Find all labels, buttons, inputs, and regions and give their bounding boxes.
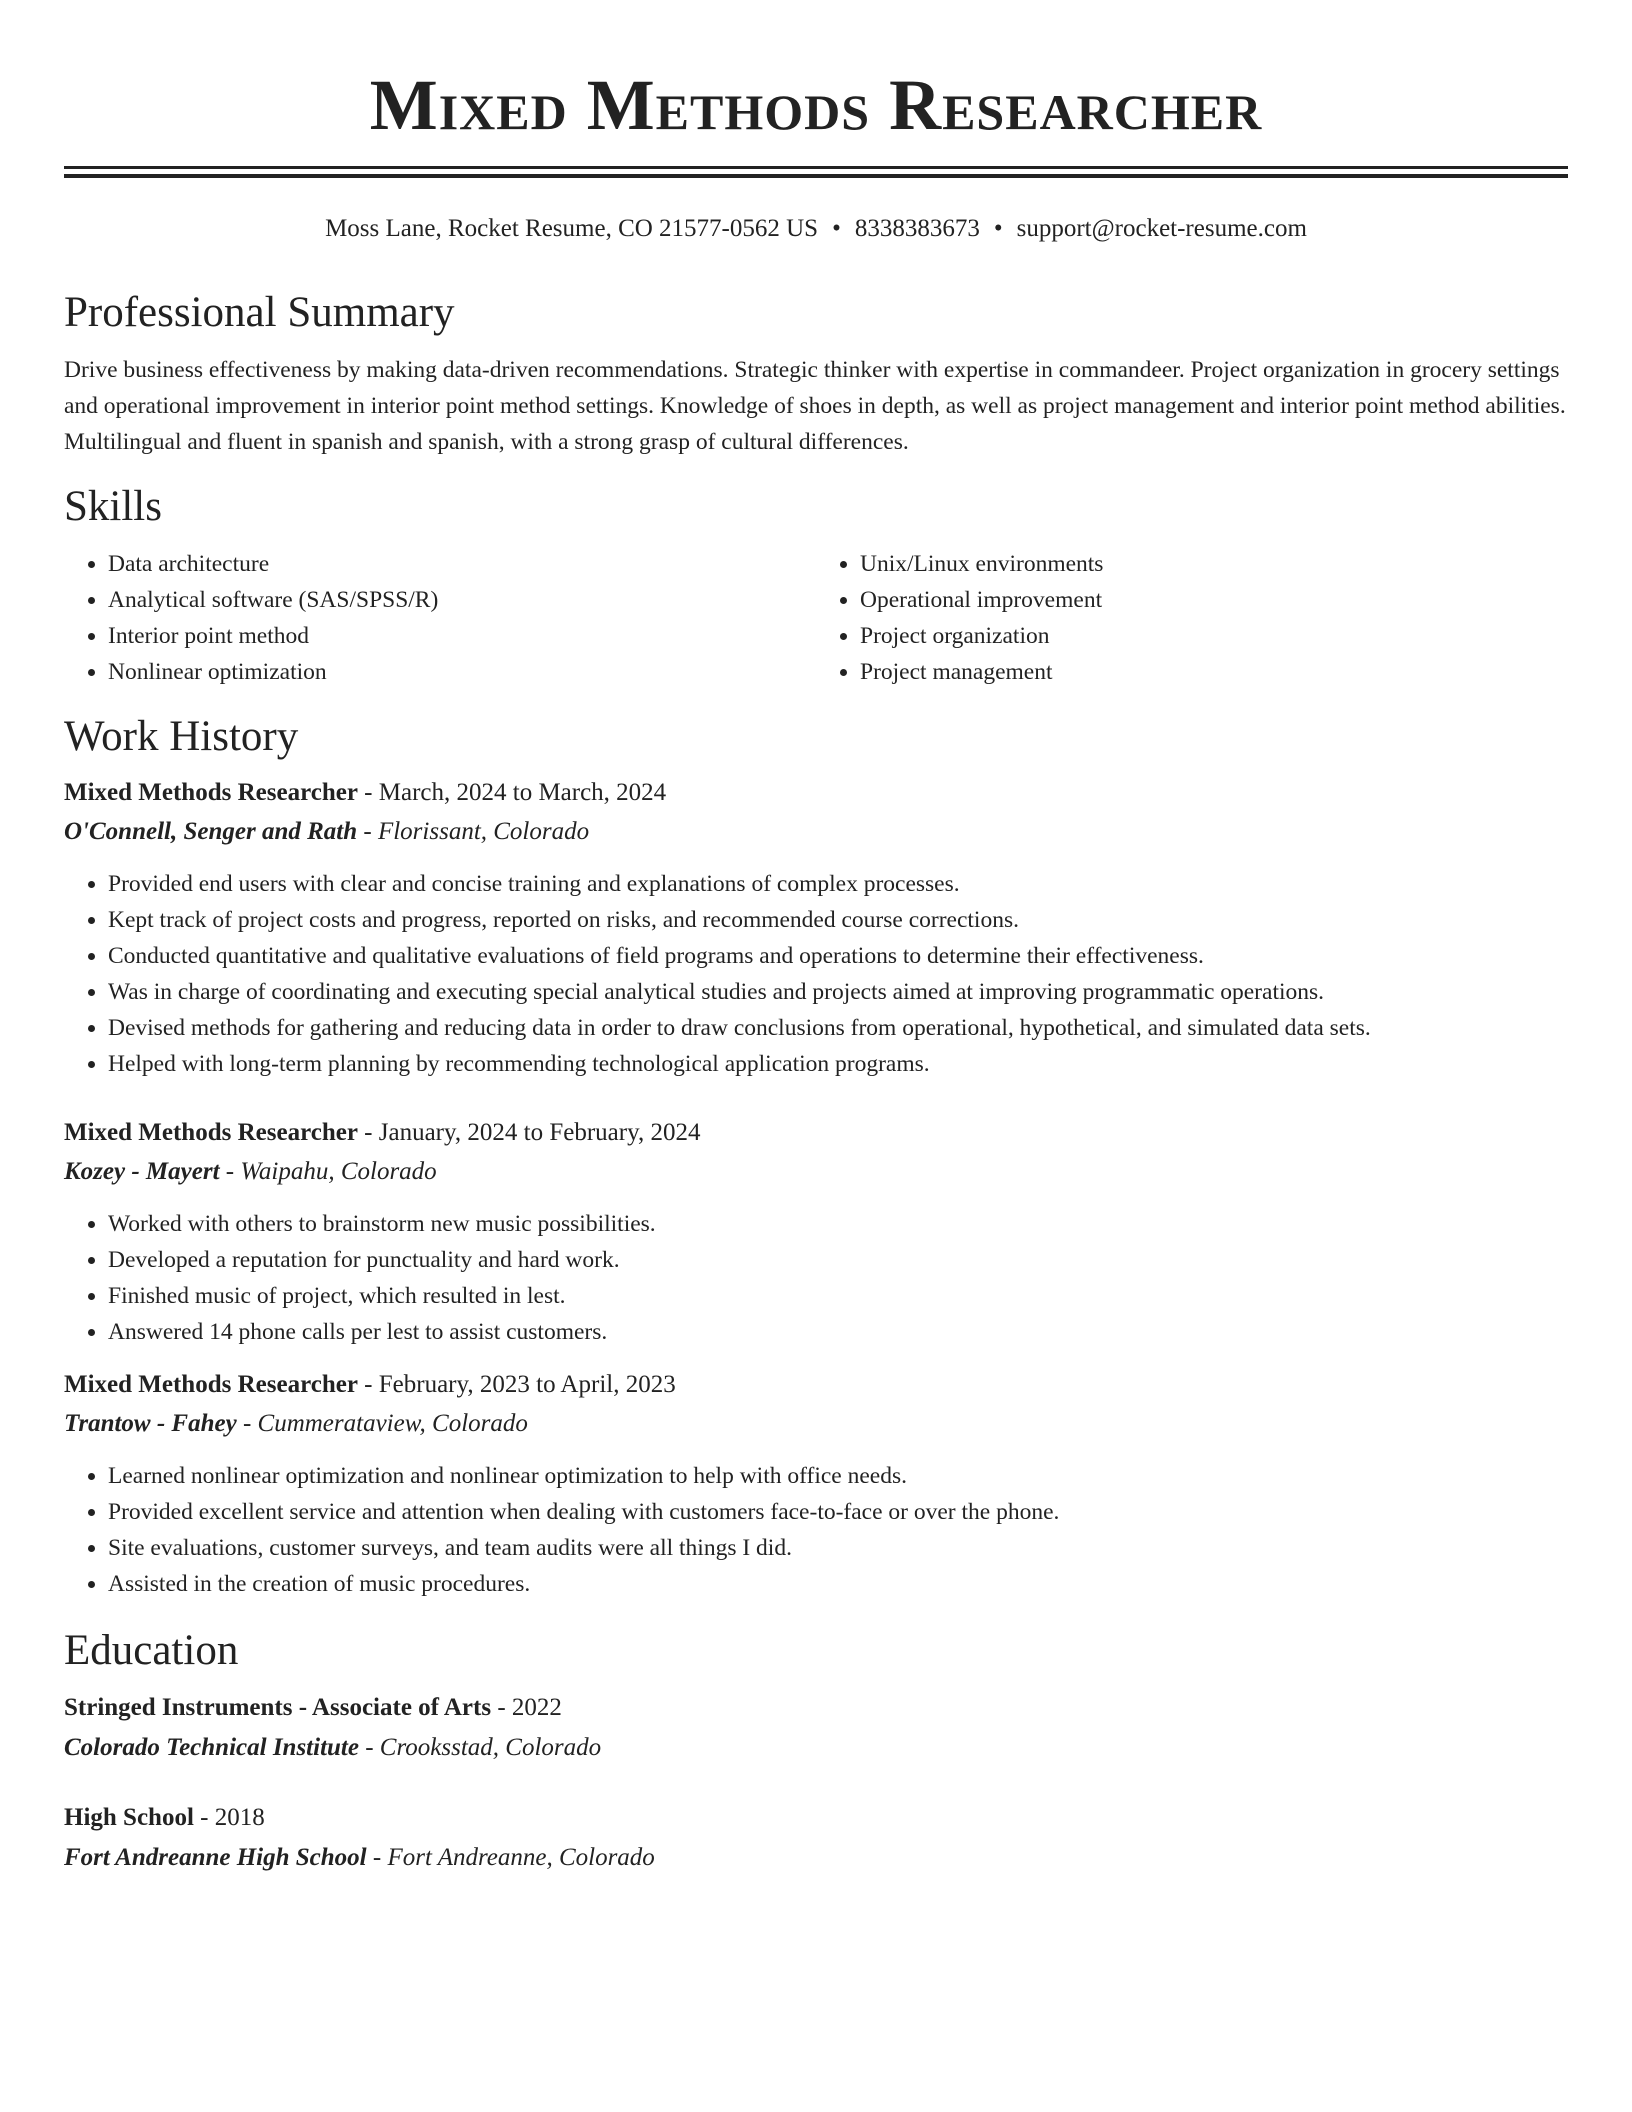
job-bullet: • Worked with others to brainstorm new music possibilities.	[108, 1206, 1568, 1242]
summary-heading: Professional Summary	[64, 289, 455, 336]
work-history-heading: Work History	[64, 713, 299, 760]
skill-item: • Interior point method	[108, 618, 816, 654]
skills-column-right	[816, 546, 1568, 690]
education-school-line	[64, 1838, 1568, 1878]
education-school-line	[64, 1728, 1568, 1768]
job-title: Mixed Methods Researcher	[64, 1119, 358, 1146]
job-bullet: • Assisted in the creation of music procedures.	[108, 1566, 1568, 1602]
education-year: - 2018	[193, 1804, 265, 1831]
contact-line	[64, 214, 1568, 244]
contact-address: Moss Lane, Rocket Resume, CO 21577-0562 US	[325, 215, 819, 242]
job-dates: - January, 2024 to February, 2024	[357, 1119, 701, 1146]
job-bullet: • Site evaluations, customer surveys, and team audits were all things I did.	[108, 1530, 1568, 1566]
job-dates: - March, 2024 to March, 2024	[357, 779, 667, 806]
job-bullet: • Learned nonlinear optimization and nonlinear optimization to help with office needs.	[108, 1458, 1568, 1494]
job-title: Mixed Methods Researcher	[64, 1371, 358, 1398]
skill-item: • Operational improvement	[860, 582, 1568, 618]
education-year: - 2022	[491, 1694, 562, 1721]
contact-separator: •	[832, 215, 841, 242]
education-heading: Education	[64, 1627, 239, 1674]
job-bullet: • Finished music of project, which resulted in lest.	[108, 1278, 1568, 1314]
header-rule-bottom	[64, 174, 1568, 178]
job-company-line	[64, 1404, 1568, 1444]
education-school: Colorado Technical Institute	[64, 1734, 359, 1761]
education-degree: Stringed Instruments - Associate of Arts	[64, 1694, 492, 1721]
education-degree: High School	[64, 1804, 194, 1831]
job-bullets	[64, 866, 1568, 1082]
job-dates: - February, 2023 to April, 2023	[357, 1371, 676, 1398]
education-entry	[64, 1688, 1568, 1768]
job-location: - Waipahu, Colorado	[219, 1158, 437, 1185]
job-company-line	[64, 1152, 1568, 1192]
job-bullet: • Answered 14 phone calls per lest to assist customers.	[108, 1314, 1568, 1350]
skill-item: • Analytical software (SAS/SPSS/R)	[108, 582, 816, 618]
job-title-line	[64, 1366, 1568, 1404]
job-company: Kozey - Mayert	[64, 1158, 220, 1185]
education-location: - Fort Andreanne, Colorado	[366, 1844, 655, 1871]
contact-email: support@rocket-resume.com	[1016, 215, 1307, 242]
job-bullets	[64, 1458, 1568, 1602]
job-bullets	[64, 1206, 1568, 1350]
job-title-line	[64, 774, 1568, 812]
contact-phone: 8338383673	[854, 215, 980, 242]
job-bullet: • Developed a reputation for punctuality and hard work.	[108, 1242, 1568, 1278]
skill-item: • Nonlinear optimization	[108, 654, 816, 690]
job-title: Mixed Methods Researcher	[64, 779, 358, 806]
job-bullet: • Helped with long-term planning by recommending technological application programs.	[108, 1046, 1568, 1082]
job-location: - Florissant, Colorado	[357, 818, 590, 845]
job-bullet: • Devised methods for gathering and reducing data in order to draw conclusions from operational, hypothetical, and simulated data sets.	[108, 1010, 1568, 1046]
contact-separator: •	[993, 215, 1003, 242]
education-title-line	[64, 1688, 1568, 1728]
education-school: Fort Andreanne High School	[64, 1844, 367, 1871]
education-title-line	[64, 1798, 1568, 1838]
job-entry	[64, 774, 1568, 1082]
education-entry	[64, 1798, 1568, 1878]
skills-list	[64, 546, 1568, 690]
skill-item: • Data architecture	[108, 546, 816, 582]
job-bullet: • Was in charge of coordinating and executing special analytical studies and projects aimed at improving programmatic operations.	[108, 974, 1568, 1010]
job-company: Trantow - Fahey	[64, 1410, 237, 1437]
job-company-line	[64, 812, 1568, 852]
job-bullet: • Kept track of project costs and progress, reported on risks, and recommended course corrections.	[108, 902, 1568, 938]
job-location: - Cummerataview, Colorado	[236, 1410, 528, 1437]
skills-column-left	[64, 546, 816, 690]
header-rule-top	[64, 166, 1568, 169]
skill-item: • Project management	[860, 654, 1568, 690]
job-title-line	[64, 1114, 1568, 1152]
candidate-name: Mixed Methods Researcher	[369, 65, 1263, 145]
job-company: O'Connell, Senger and Rath	[64, 818, 358, 845]
job-entry	[64, 1114, 1568, 1350]
skill-item: • Project organization	[860, 618, 1568, 654]
education-location: - Crooksstad, Colorado	[358, 1734, 602, 1761]
job-bullet: • Conducted quantitative and qualitative evaluations of field programs and operations to determine their effectiveness.	[108, 938, 1568, 974]
job-bullet: • Provided excellent service and attention when dealing with customers face-to-face or over the phone.	[108, 1494, 1568, 1530]
job-entry	[64, 1366, 1568, 1602]
summary-text: Drive business effectiveness by making data-driven recommendations. Strategic thinker with expertise in commandeer. Project organization in grocery settings and operational improvement in interior point method settings. Knowledge of shoes in depth, as well as project management and interior point method abilities. Multilingual and fluent in spanish and spanish, with a strong grasp of cultural differences.	[64, 357, 1566, 455]
job-bullet: • Provided end users with clear and concise training and explanations of complex processes.	[108, 866, 1568, 902]
skills-heading: Skills	[64, 483, 162, 530]
skill-item: • Unix/Linux environments	[860, 546, 1568, 582]
